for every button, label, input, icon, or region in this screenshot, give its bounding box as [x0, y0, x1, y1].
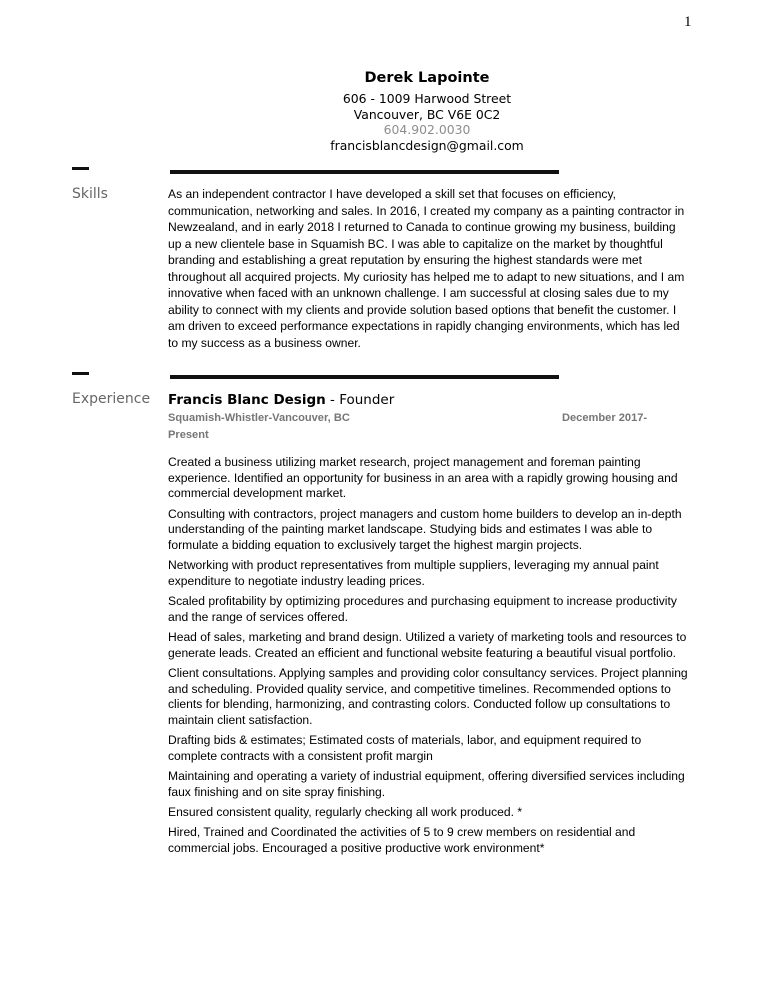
skills-paragraph: As an independent contractor I have developed a skill set that focuses on efficiency, communication, networking and sales. In 2016, I created my company as a painting contractor in Newzealand, and in early 2018 I returned to Canada to continue growing my business, building up a new clientele base in Squamish BC. I was able to capitalize on the market by thoughtful branding and establishing a great reputation by ensuring the highest standards were met throughout all acquired projects. My curiosity has helped me to adapt to new situations, and I am innovative when faced with an unknown challenge. I am successful at closing sales due to my ability to connect with my clients and provide solution based options that benefit the customer. I am driven to exceed performance expectations in rapidly changing environments, which has led to my success as a business owner.: [168, 187, 685, 350]
phone-number: 604.902.0030: [383, 122, 471, 137]
list-item: Maintaining and operating a variety of industrial equipment, offering diversified services including faux finishing and on site spray finishing.: [168, 769, 685, 799]
experience-marker-bar: [72, 372, 89, 375]
list-item: Hired, Trained and Coordinated the activities of 5 to 9 crew members on residential and commercial jobs. Encouraged a positive productive work environment*: [168, 825, 636, 855]
job-location: Squamish-Whistler-Vancouver, BC: [168, 412, 350, 424]
responsibilities-list: [168, 455, 690, 857]
candidate-name: Derek Lapointe: [364, 70, 490, 86]
list-item: Created a business utilizing market research, project management and foreman painting experience. Identified an opportunity for business in an area with a rapidly growing housing and commercial development market.: [168, 455, 678, 501]
job-meta: [168, 410, 690, 444]
skills-heading: Skills: [72, 186, 108, 202]
list-item: Networking with product representatives from multiple suppliers, leveraging my annual paint expenditure to negotiate industry leading prices.: [168, 558, 659, 588]
job-date-end: Present: [168, 429, 209, 441]
experience-divider: [170, 375, 559, 379]
experience-entry: [168, 390, 690, 861]
page-number: 1: [684, 14, 692, 30]
list-item: Drafting bids & estimates; Estimated costs of materials, labor, and equipment required to complete contracts with a consistent profit margin: [168, 733, 642, 763]
list-item: Scaled profitability by optimizing procedures and purchasing equipment to increase productivity and the range of services offered.: [168, 594, 677, 624]
list-item: Ensured consistent quality, regularly checking all work produced. *: [168, 805, 523, 820]
address-line-1: 606 - 1009 Harwood Street: [342, 91, 512, 106]
resume-header: [326, 68, 528, 154]
skills-marker-bar: [72, 167, 89, 170]
experience-heading: Experience: [72, 391, 151, 407]
job-role: - Founder: [325, 392, 395, 408]
address-line-2: Vancouver, BC V6E 0C2: [353, 106, 501, 122]
skills-divider: [170, 170, 559, 174]
job-date-start: December 2017-: [562, 412, 648, 424]
job-title-line: [168, 390, 690, 410]
list-item: Client consultations. Applying samples and providing color consultancy services. Project planning and scheduling. Provided quality service, and competitive timelines. Recommended options to clients for blending, harmonizing, and contrasting colors. Conducted follow up consultations to maintain client satisfaction.: [168, 665, 688, 728]
list-item: Head of sales, marketing and brand design. Utilized a variety of marketing tools and resources to generate leads. Created an efficient and functional website featuring a beautiful visual portfolio.: [168, 630, 687, 660]
list-item: Consulting with contractors, project managers and custom home builders to develop an in-depth understanding of the painting market landscape. Studying bids and estimates I was able to formulate a bidding equation to exclusively target the highest margin projects.: [168, 506, 682, 553]
company-name: Francis Blanc Design: [168, 392, 326, 408]
email-address: francisblancdesign@gmail.com: [330, 137, 524, 153]
